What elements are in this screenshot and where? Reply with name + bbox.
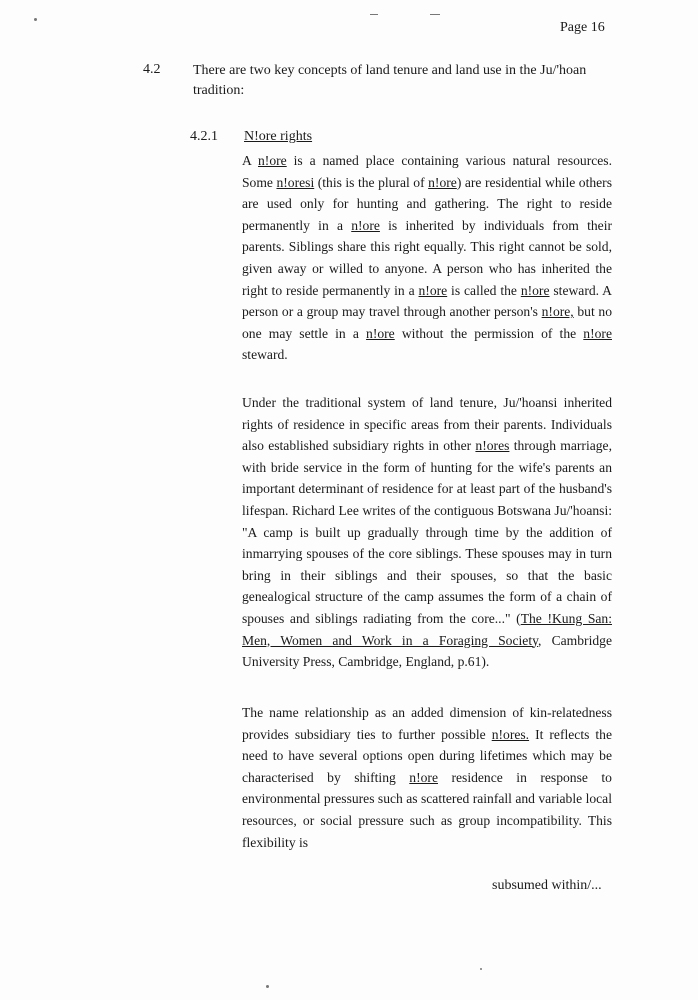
paragraph-name-relationship	[242, 702, 612, 853]
underlined-term: The !Kung San: Men, Women and Work in a Foraging Society	[242, 610, 612, 648]
underlined-term: n!ore	[520, 282, 550, 298]
text-run: steward. A person or a group may travel through another person's	[242, 282, 612, 320]
scan-speck	[430, 14, 440, 15]
underlined-term: n!ores	[475, 438, 510, 454]
text-run: , Cambridge University Press, Cambridge, England, p.61).	[242, 632, 612, 670]
page-number: Page 16	[560, 20, 605, 35]
section-number: 4.2	[143, 62, 161, 77]
text-run: (this is the plural of	[314, 174, 429, 190]
underlined-term: n!ore	[428, 174, 457, 190]
scan-speck	[370, 14, 378, 15]
text-run: is a named place containing various natural resources. Some	[242, 153, 612, 190]
scan-speck	[266, 985, 269, 988]
subsection-title: N!ore rights	[244, 129, 313, 144]
section-intro: There are two key concepts of land tenure and land use in the Ju/'hoan tradition:	[193, 63, 587, 98]
text-run: steward.	[242, 347, 288, 363]
scan-speck	[480, 968, 482, 970]
underlined-term: n!ore	[583, 325, 612, 341]
text-run: The name relationship as an added dimension of kin-relatedness provides subsidiary ties to further possible	[242, 705, 612, 742]
underlined-term: n!ore	[418, 282, 448, 298]
underlined-term: n!ore	[258, 153, 287, 168]
text-run: but no one may settle in a	[242, 304, 612, 341]
text-run: is called the	[447, 282, 521, 298]
text-run: residence in response to environmental pressures such as scattered rainfall and variable local resources, or social pressure such as group incompatibility. This flexibility is	[242, 769, 612, 850]
continuation-note: subsumed within/...	[492, 878, 602, 893]
text-run: Under the traditional system of land tenure, Ju/'hoansi inherited rights of residence in specific areas from their parents. Individuals also established subsidiary rights in other	[242, 395, 612, 454]
underlined-term: n!oresi	[276, 174, 315, 190]
text-run: A	[242, 153, 258, 168]
scan-speck	[34, 18, 37, 21]
underlined-term: n!ore,	[541, 304, 574, 320]
subsection-number: 4.2.1	[190, 129, 218, 144]
text-run: without the permission of the	[394, 325, 584, 341]
underlined-term: n!ore	[409, 769, 438, 785]
paragraph-nore-definition	[242, 150, 612, 366]
underlined-term: n!ore	[366, 325, 395, 341]
text-run: is inherited by individuals from their parents. Siblings share this right equally. This right cannot be sold, given away or willed to anyone. A person who has inherited the right to reside permanently in a	[242, 217, 612, 298]
paragraph-traditional-tenure	[242, 392, 612, 673]
text-run: ) are residential while others are used only for hunting and gathering. The right to reside permanently in a	[242, 174, 612, 233]
text-run: It reflects the need to have several options open during lifetimes which may be characterised by shifting	[242, 726, 612, 785]
underlined-term: n!ore	[351, 217, 380, 233]
text-run: through marriage, with bride service in the form of hunting for the wife's parents an important determinant of residence for at least part of the husband's lifespan. Richard Lee writes of the contiguous Botswana Ju/'hoansi: "A camp is built up gradually through time by the addition of inmarrying spouses of the core siblings. These spouses may in turn bring in their siblings and their spouses, so that the basic genealogical structure of the camp assumes the form of a chain of spouses and siblings radiating from the core..." (	[242, 438, 612, 626]
underlined-term: n!ores.	[491, 726, 530, 742]
